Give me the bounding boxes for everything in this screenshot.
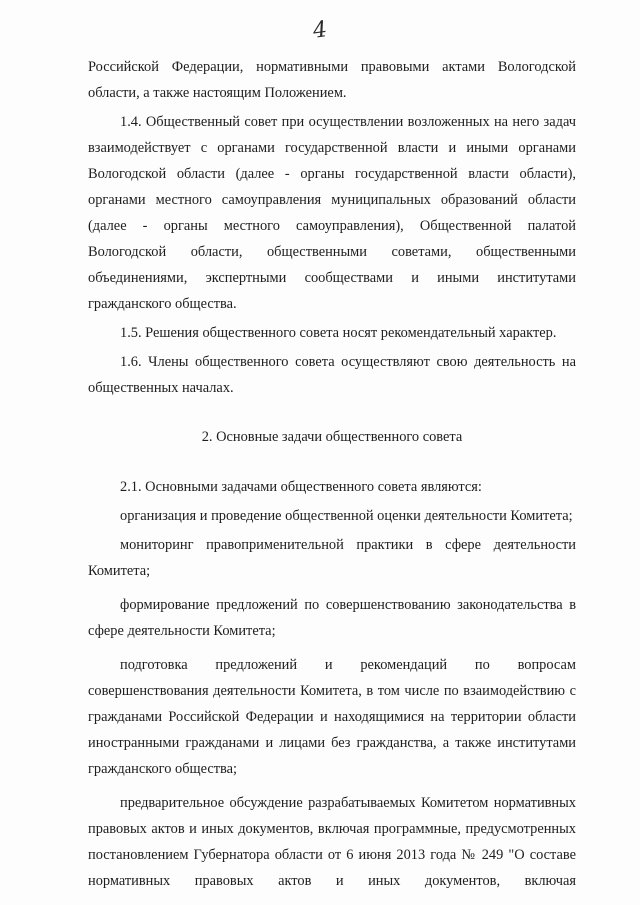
task-item-legislation: формирование предложений по совершенствованию законодательства в сфере деятельности Комитета; <box>88 597 576 639</box>
task-item-evaluation: организация и проведение общественной оценки деятельности Комитета; <box>120 508 573 524</box>
paragraph-1-5: 1.5. Решения общественного совета носят рекомендательный характер. <box>120 325 557 341</box>
document-body <box>88 54 576 894</box>
paragraph-2-1: 2.1. Основными задачами общественного совета являются: <box>120 479 482 495</box>
section-heading: 2. Основные задачи общественного совета <box>201 429 463 445</box>
task-item-recommendations: подготовка предложений и рекомендаций по вопросам совершенствования деятельности Комитета, в том числе по взаимодействию с гражданами Российской Федерации и находящимися на территории области иностранными гражданами и лицами без гражданства, а также институтами гражданского общества; <box>88 657 576 777</box>
task-item-monitoring: мониторинг правоприменительной практики в сфере деятельности Комитета; <box>88 537 576 579</box>
task-item-discussion: предварительное обсуждение разрабатываемых Комитетом нормативных правовых актов и иных документов, включая программные, предусмотренных постановлением Губернатора области от 6 июня 2013 года № 249 "О составе нормативных правовых актов и иных документов, включая <box>88 795 576 889</box>
paragraph-1-4: 1.4. Общественный совет при осуществлении возложенных на него задач взаимодействует с органами государственной власти и иными органами Вологодской области (далее - органы государственной власти области), органами местного самоуправления муниципальных образований области (далее - органы местного самоуправления), Общественной палатой Вологодской области, общественными советами, общественными объединениями, экспертными сообществами и иными институтами гражданского общества. <box>88 114 576 312</box>
page-number: 4 <box>311 17 329 44</box>
paragraph-continuation: Российской Федерации, нормативными правовыми актами Вологодской области, а также настоящим Положением. <box>88 59 576 101</box>
paragraph-1-6: 1.6. Члены общественного совета осуществляют свою деятельность на общественных началах. <box>88 354 576 396</box>
